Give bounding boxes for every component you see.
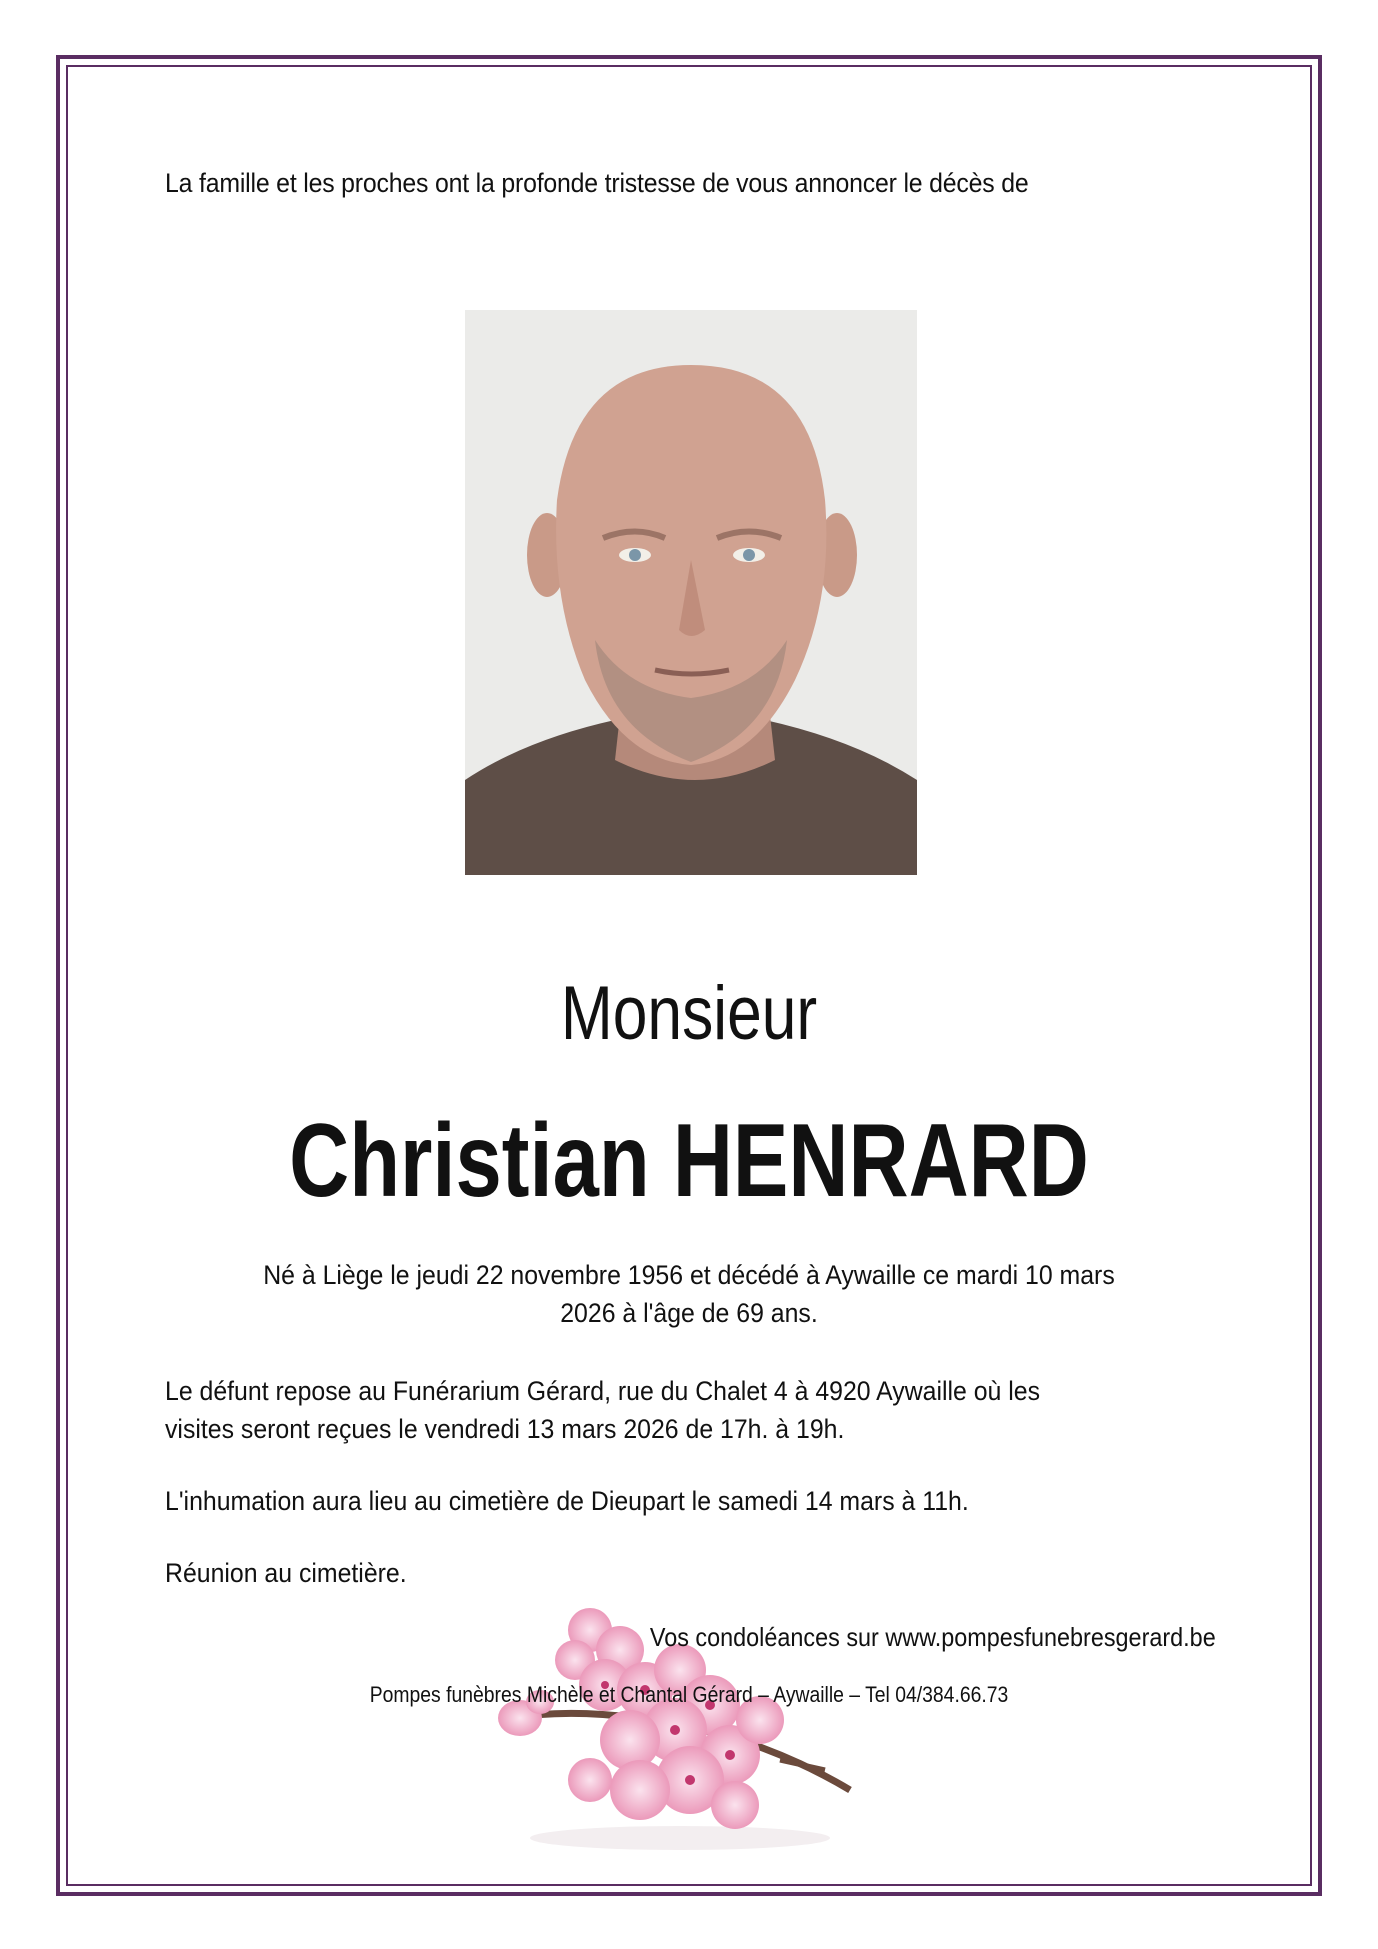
condolences-website: Vos condoléances sur www.pompesfunebresgerard.be <box>650 1622 1216 1652</box>
deceased-name: Christian HENRARD <box>289 1103 1089 1219</box>
birth-death-line-1: Né à Liège le jeudi 22 novembre 1956 et décédé à Aywaille ce mardi 10 mars <box>263 1260 1115 1290</box>
portrait-photo <box>465 310 917 875</box>
funeral-home-footer: Pompes funèbres Michèle et Chantal Gérard – Aywaille – Tel 04/384.66.73 <box>369 1682 1009 1707</box>
intro-text: La famille et les proches ont la profonde tristesse de vous annoncer le décès de <box>165 168 1029 198</box>
repose-line-1: Le défunt repose au Funérarium Gérard, rue du Chalet 4 à 4920 Aywaille où les <box>165 1376 1041 1406</box>
honorific-title: Monsieur <box>560 971 818 1056</box>
birth-death-line-2: 2026 à l'âge de 69 ans. <box>560 1298 818 1328</box>
repose-line-2: visites seront reçues le vendredi 13 mars 2026 de 17h. à 19h. <box>165 1414 845 1444</box>
burial-info: L'inhumation aura lieu au cimetière de Dieupart le samedi 14 mars à 11h. <box>165 1486 969 1516</box>
meeting-info: Réunion au cimetière. <box>165 1558 407 1588</box>
